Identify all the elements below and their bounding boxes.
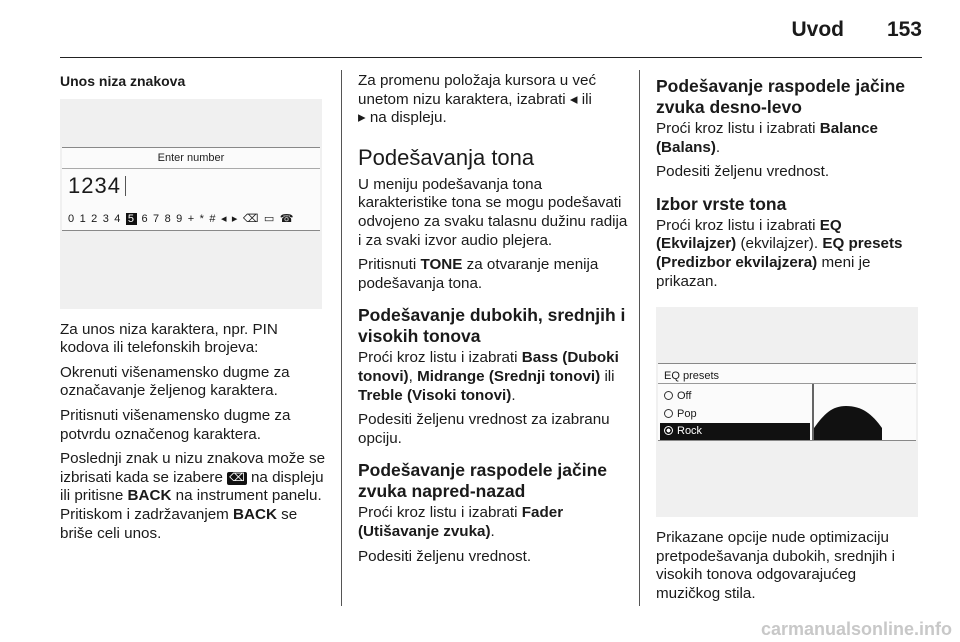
enter-number-screen — [62, 147, 320, 231]
eq-rock-label: Rock — [677, 425, 703, 438]
eq-option: EQ (Ekvilajzer) — [656, 216, 842, 253]
midrange-option: Midrange (Srednji tonovi) — [417, 367, 601, 385]
bass-end: . — [511, 386, 516, 404]
figure-enter-number — [60, 99, 322, 309]
cursor-text-b: ili — [581, 90, 592, 108]
heading-fader: Podešavanje raspodele jačine zvuka napred-nazad — [358, 460, 608, 502]
delete-icon: ⌫ — [229, 471, 245, 484]
page-header — [0, 0, 960, 56]
eq-option-pop — [664, 405, 697, 424]
eq-screen-title: EQ presets — [664, 370, 720, 383]
column-3 — [656, 72, 922, 610]
paragraph-1: Za unos niza karaktera, npr. PIN kodova ili telefonskih brojeva: — [60, 320, 278, 357]
eq-option-off — [664, 387, 691, 406]
keys-before: 0 1 2 3 4 — [68, 212, 126, 225]
paragraph-2: Okrenuti višenamensko dugme za označavanje željenog karaktera. — [60, 363, 290, 400]
paragraph-balance-2: Podesiti željenu vrednost. — [656, 163, 830, 181]
bass-option: Bass (Duboki tonovi) — [358, 349, 619, 385]
radio-icon — [664, 391, 673, 400]
column-2 — [358, 72, 628, 572]
tone2-text-b: za otvaranje menija podešavanja tona. — [358, 256, 599, 292]
bal-end: . — [715, 138, 721, 156]
cursor-text-c: na displeju. — [369, 109, 447, 127]
eq-text-c: meni je prikazan. — [656, 253, 871, 290]
p4-text-b: na displeju ili pritisne — [60, 468, 324, 505]
paragraph-cursor — [358, 72, 628, 128]
text-cursor — [125, 176, 126, 196]
eq-option-rock — [660, 423, 810, 440]
p4-text-d: se briše celi unos. — [60, 505, 298, 542]
eq-pop-label: Pop — [677, 408, 697, 421]
treble-option: Treble (Visoki tonovi) — [358, 386, 512, 404]
cursor-text-a: Za promenu položaja kursora u već unetom nizu karaktera, izabrati — [358, 72, 597, 108]
paragraph-4 — [60, 450, 328, 543]
fader-text-a: Proći kroz listu i izabrati — [358, 504, 518, 522]
back-key-2: BACK — [233, 505, 277, 523]
eq-off-label: Off — [677, 390, 692, 403]
p4-text-c: na instrument panelu. Pritiskom i zadržavanjem — [60, 487, 322, 523]
tone-key: TONE — [420, 256, 463, 274]
balance-option: Balance (Balans) — [656, 120, 879, 156]
paragraph-fader — [358, 504, 628, 541]
eq-text-b: (ekvilajzer). — [740, 235, 819, 253]
back-key-1: BACK — [127, 487, 172, 505]
paragraph-bass-2: Podesiti željenu vrednost za izabranu opciju. — [358, 411, 610, 447]
tone2-text-a: Pritisnuti — [358, 256, 417, 274]
entry-display — [68, 172, 126, 198]
subheading-char-entry: Unos niza znakova — [60, 73, 186, 89]
left-arrow-icon: ◂ — [569, 90, 578, 108]
watermark: carmanualsonline.info — [760, 619, 952, 639]
key-row — [68, 210, 295, 229]
heading-eq: Izbor vrste tona — [656, 193, 787, 214]
paragraph-eq — [656, 217, 922, 291]
radio-icon — [664, 409, 673, 418]
heading-tone: Podešavanja tona — [358, 144, 535, 170]
page-number: 153 — [886, 18, 922, 41]
fader-option: Fader (Utišavanje zvuka) — [358, 504, 564, 540]
right-arrow-icon: ▸ — [358, 109, 366, 127]
entry-value: 1234 — [68, 172, 121, 198]
fader-end: . — [490, 522, 495, 540]
bal-text-a: Proći kroz listu i izabrati — [656, 120, 816, 137]
paragraph-fader-2: Podesiti željenu vrednost. — [358, 547, 532, 565]
heading-balance: Podešavanje raspodele jačine zvuka desno-levo — [656, 76, 906, 117]
paragraph-bass — [358, 349, 628, 405]
paragraph-final: Prikazane opcije nude optimizaciju pretpodešavanja dubokih, srednjih i visokih tonova odgovarajućeg muzičkog stila. — [656, 529, 895, 602]
heading-bass: Podešavanje dubokih, srednjih i visokih tonova — [358, 305, 626, 347]
screen-title: Enter number — [62, 148, 320, 169]
column-divider-2 — [639, 70, 640, 606]
column-divider-1 — [341, 70, 342, 606]
key-selected: 5 — [127, 212, 136, 225]
paragraph-tone-1: U meniju podešavanja tona karakteristike tona se mogu podešavati odvojeno za svaku talasnu dužinu radija i za svaki izvor audio plejera. — [358, 175, 628, 249]
eq-presets-screen — [658, 363, 916, 441]
paragraph-tone-2 — [358, 256, 628, 293]
bass-or: ili — [604, 367, 615, 385]
header-rule — [60, 57, 922, 58]
eq-curve-icon — [810, 384, 916, 440]
keys-after: 6 7 8 9 + * # ◂ ▸ ⌫ ▭ ☎ — [137, 212, 295, 225]
section-title: Uvod — [791, 18, 844, 41]
radio-selected-icon — [664, 426, 673, 435]
figure-eq-presets — [656, 307, 918, 517]
bass-sep: , — [408, 367, 413, 385]
bass-text-a: Proći kroz listu i izabrati — [358, 349, 518, 367]
column-1 — [60, 72, 328, 549]
paragraph-balance — [656, 120, 922, 157]
eq-text-a: Proći kroz listu i izabrati — [656, 216, 816, 234]
p4-text-a: Poslednji znak u nizu znakova može se izbrisati kada se izabere — [60, 450, 326, 486]
eq-presets-option: EQ presets (Predizbor ekvilajzera) — [656, 235, 903, 271]
paragraph-3: Pritisnuti višenamensko dugme za potvrdu označenog karaktera. — [60, 406, 291, 443]
